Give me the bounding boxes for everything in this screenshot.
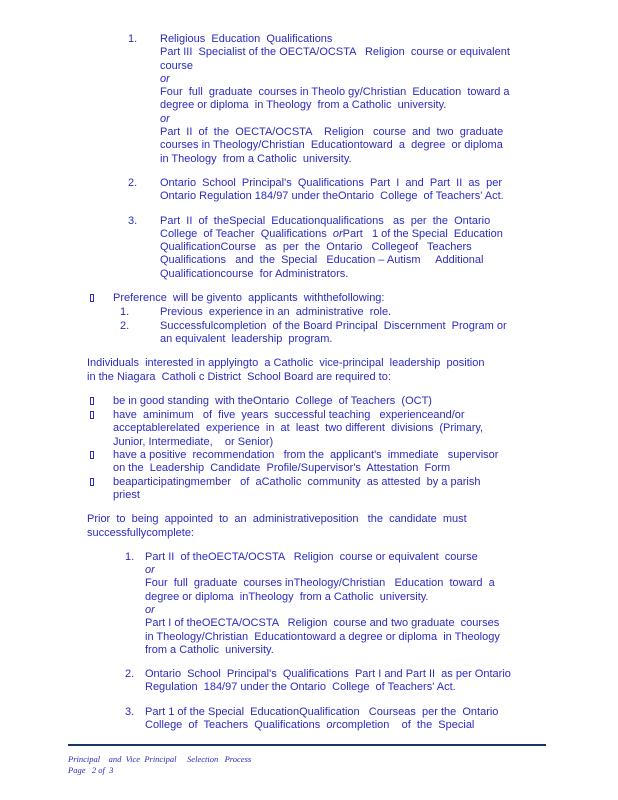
text-line: Qualificationcourse for Administrators. (160, 267, 349, 280)
text-line: or (160, 112, 170, 125)
text-line: in Theology from a Catholic university. (160, 152, 352, 165)
list-number: 2. (128, 176, 138, 189)
text-line: courses in Theology/Christian Educationtoward a degree or diploma (160, 139, 503, 152)
item-text (145, 551, 500, 657)
bullet-box-icon (90, 409, 113, 423)
bullet-item (0, 476, 618, 503)
text-line: Ontario Regulation 184/97 under theOntario College of Teachers' Act. (160, 190, 504, 203)
paragraph (0, 513, 618, 540)
text-line: an equivalent leadership program. (160, 332, 333, 345)
text-line: have aminimum of five years successful teaching experienceand/or (113, 409, 465, 422)
text-line: Four full graduate courses inTheology/Christian Education toward a (145, 577, 495, 590)
text-line: Prior to being appointed to an administrativeposition the candidate must (87, 513, 467, 526)
footer-title: Principal and Vice Principal Selection Process (68, 754, 252, 764)
footer-page-number: Page 2 of 3 (68, 765, 114, 775)
text-line: Part 1 of the Special EducationQualification Courseas per the Ontario (145, 705, 499, 718)
item-text (113, 409, 483, 449)
item-text (160, 177, 504, 204)
list-number: 2. (120, 319, 130, 332)
text-line: Part I of theOECTA/OCSTA Religion course and two graduate courses (145, 617, 500, 630)
page-footer (68, 754, 251, 776)
text-line: Ontario School Principal's Qualifications Part I and Part II as per (160, 176, 503, 189)
item-text (145, 668, 511, 695)
text-line: Individuals interested in applyingto a Catholic vice-principal leadership position (87, 357, 485, 370)
numbered-item (0, 177, 618, 204)
item-text (160, 320, 507, 347)
item-text (160, 215, 503, 281)
item-text (160, 306, 391, 319)
item-text (113, 292, 384, 305)
numbered-item (0, 320, 618, 347)
text-line: Part II of theOECTA/OCSTA Religion course or equivalent course (145, 550, 478, 563)
text-line: priest (113, 488, 140, 501)
text-line: or (145, 564, 155, 577)
text-line: Part III Specialist of the OECTA/OCSTA Religion course or equivalent (160, 46, 510, 59)
paragraph (0, 357, 618, 384)
text-line: or (160, 72, 170, 85)
list-number: 3. (128, 214, 138, 227)
text-line: Qualifications and the Special Education – Autism Additional (160, 254, 484, 267)
list-number: 2. (125, 668, 135, 681)
bullet-box-icon (90, 449, 113, 463)
bullet-box-icon (90, 292, 113, 306)
text-line: Religious Education Qualifications (160, 33, 333, 45)
text-line: in the Niagara Catholi c District School Board are required to: (87, 370, 391, 383)
list-number: 3. (125, 705, 135, 718)
text-line: in Theology/Christian Educationtoward a degree or diploma in Theology (145, 630, 500, 643)
item-text (113, 395, 432, 408)
text-line: from a Catholic university. (145, 643, 274, 656)
item-text (160, 33, 510, 166)
bullet-item (0, 395, 618, 409)
numbered-item (0, 33, 618, 166)
text-line: be in good standing with theOntario College of Teachers (OCT) (113, 394, 432, 407)
bullet-item (0, 292, 618, 306)
footer-rule (68, 744, 546, 746)
numbered-item (0, 551, 618, 657)
text-line: Preference will be givento applicants withthefollowing: (113, 292, 385, 305)
bullet-item (0, 409, 618, 449)
text-line: College of Teacher Qualifications orPart 1 of the Special Education (160, 227, 503, 240)
bullet-box-icon (90, 476, 113, 490)
list-number: 1. (128, 33, 138, 45)
text-line: Part II of the OECTA/OCSTA Religion course and two graduate (160, 126, 504, 139)
item-text (87, 357, 484, 384)
text-line: beaparticipatingmember of aCatholic community as attested by a parish (113, 475, 481, 488)
text-line: Part II of theSpecial Educationqualifications as per the Ontario (160, 214, 491, 227)
text-line: or (145, 603, 155, 616)
list-number: 1. (125, 550, 135, 563)
item-text (145, 706, 498, 733)
numbered-item (0, 668, 618, 695)
text-line: degree or diploma inTheology from a Catholic university. (145, 590, 429, 603)
text-line: College of Teachers Qualifications orcompletion of the Special (145, 719, 475, 732)
bullet-item (0, 449, 618, 476)
list-number: 1. (120, 306, 130, 319)
text-line: QualificationCourse as per the Ontario Collegeof Teachers (160, 241, 472, 254)
item-text (113, 476, 480, 503)
text-line: Previous experience in an administrative role. (160, 306, 392, 319)
numbered-item (0, 306, 618, 319)
numbered-item (0, 215, 618, 281)
numbered-item (0, 706, 618, 733)
text-line: Regulation 184/97 under the Ontario College of Teachers' Act. (145, 681, 456, 694)
text-line: course (160, 59, 194, 72)
text-line: degree or diploma in Theology from a Catholic university. (160, 99, 447, 112)
item-text (87, 513, 467, 540)
text-line: successfullycomplete: (87, 526, 194, 539)
item-text (113, 449, 498, 476)
text-line: acceptablerelated experience in at least two different divisions (Primary, (113, 422, 484, 435)
text-line: Ontario School Principal's Qualifications Part I and Part II as per Ontario (145, 668, 511, 681)
text-line: on the Leadership Candidate Profile/Supervisor's Attestation Form (113, 462, 451, 475)
text-line: Junior, Intermediate, or Senior) (113, 435, 274, 448)
text-line: Four full graduate courses in Theolo gy/Christian Education toward a (160, 86, 510, 99)
text-line: Successfulcompletion of the Board Principal Discernment Program or (160, 319, 507, 332)
text-line: have a positive recommendation from the applicant's immediate supervisor (113, 449, 499, 462)
bullet-box-icon (90, 395, 113, 409)
